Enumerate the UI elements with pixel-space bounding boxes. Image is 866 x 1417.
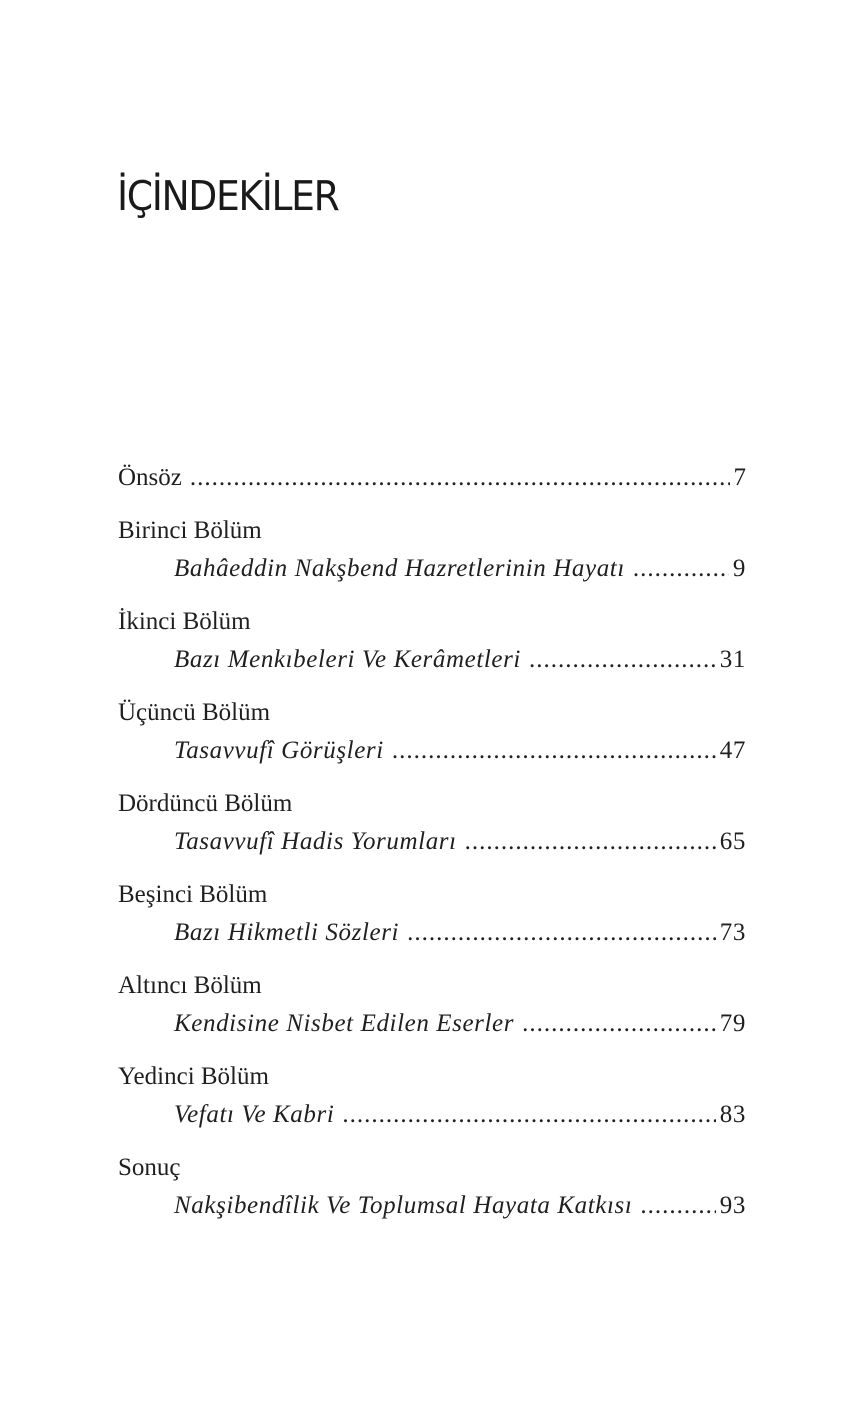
toc-label: Bahâeddin Nakşbend Hazretlerinin Hayatı <box>174 555 625 582</box>
dot-leader <box>392 732 716 770</box>
dot-leader <box>529 641 716 679</box>
table-of-contents <box>118 459 746 1225</box>
toc-section-entry <box>118 1096 746 1134</box>
toc-section-heading: Dördüncü Bölüm <box>118 790 293 817</box>
toc-page-number: 73 <box>719 919 746 946</box>
toc-section-heading: Birinci Bölüm <box>118 517 262 544</box>
toc-page-number: 93 <box>719 1192 746 1219</box>
toc-label: Bazı Hikmetli Sözleri <box>174 919 400 946</box>
toc-label: Vefatı Ve Kabri <box>174 1101 335 1128</box>
toc-section-heading: Altıncı Bölüm <box>118 972 262 999</box>
toc-label: Nakşibendîlik Ve Toplumsal Hayata Katkısı <box>174 1192 633 1219</box>
dot-leader <box>465 823 716 861</box>
dot-leader <box>640 1187 715 1225</box>
toc-label: Önsöz <box>118 464 182 491</box>
toc-page-number: 31 <box>719 646 746 673</box>
toc-label: Kendisine Nisbet Edilen Eserler <box>174 1010 515 1037</box>
toc-entry-preface <box>118 459 746 497</box>
toc-section <box>118 876 746 952</box>
toc-section <box>118 694 746 770</box>
toc-section-entry <box>118 641 746 679</box>
toc-section-entry <box>118 732 746 770</box>
dot-leader <box>633 550 729 588</box>
page-title: İÇİNDEKİLER <box>117 172 339 220</box>
toc-section <box>118 1058 746 1134</box>
toc-page-number: 7 <box>733 464 746 491</box>
toc-section-heading: Yedinci Bölüm <box>118 1063 269 1090</box>
toc-section-heading: İkinci Bölüm <box>118 608 251 635</box>
toc-section-entry <box>118 914 746 952</box>
toc-section <box>118 1149 746 1225</box>
toc-label: Tasavvufî Hadis Yorumları <box>174 828 457 855</box>
toc-page-number: 47 <box>719 737 746 764</box>
toc-label: Bazı Menkıbeleri Ve Kerâmetleri <box>174 646 521 673</box>
toc-section-heading: Üçüncü Bölüm <box>118 699 271 726</box>
toc-section <box>118 785 746 861</box>
toc-section-entry <box>118 823 746 861</box>
toc-section <box>118 967 746 1043</box>
toc-page-number: 83 <box>719 1101 746 1128</box>
dot-leader <box>522 1005 716 1043</box>
toc-section-entry <box>118 1187 746 1225</box>
toc-section-heading: Sonuç <box>118 1154 181 1181</box>
toc-label: Tasavvufî Görüşleri <box>174 737 384 764</box>
dot-leader <box>342 1096 715 1134</box>
toc-section <box>118 512 746 588</box>
toc-page-number: 79 <box>719 1010 746 1037</box>
dot-leader <box>407 914 716 952</box>
toc-page-number: 65 <box>719 828 746 855</box>
toc-section <box>118 603 746 679</box>
toc-page-number: 9 <box>732 555 746 582</box>
toc-section-entry <box>118 1005 746 1043</box>
toc-section-heading: Beşinci Bölüm <box>118 881 268 908</box>
dot-leader <box>190 459 730 497</box>
toc-section-entry <box>118 550 746 588</box>
